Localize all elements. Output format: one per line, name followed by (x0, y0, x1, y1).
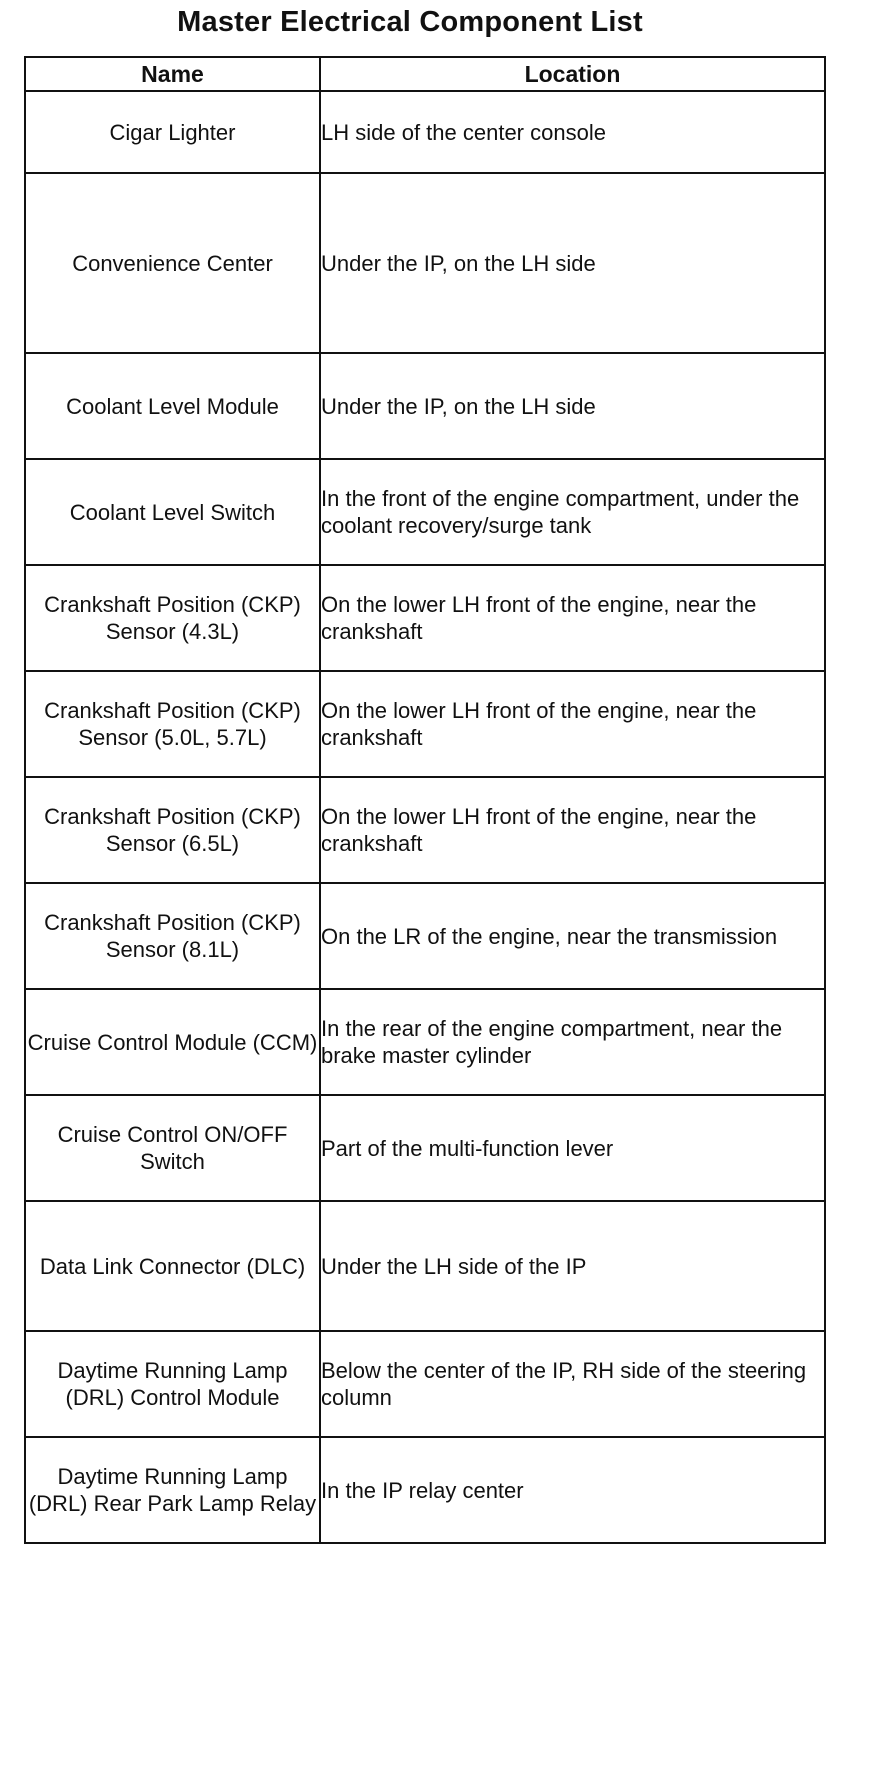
component-location: In the IP relay center (320, 1437, 825, 1543)
component-location: LH side of the center console (320, 91, 825, 173)
component-location: Under the IP, on the LH side (320, 173, 825, 353)
component-name: Cigar Lighter (25, 91, 320, 173)
component-name: Crankshaft Position (CKP) Sensor (4.3L) (25, 565, 320, 671)
component-location: Below the center of the IP, RH side of the steering column (320, 1331, 825, 1437)
table-row (25, 1331, 825, 1437)
table-row (25, 565, 825, 671)
header-row (25, 57, 825, 91)
component-name: Data Link Connector (DLC) (25, 1201, 320, 1331)
component-name: Convenience Center (25, 173, 320, 353)
component-location: On the lower LH front of the engine, near the crankshaft (320, 777, 825, 883)
component-name: Crankshaft Position (CKP) Sensor (5.0L, 5.7L) (25, 671, 320, 777)
table-row (25, 459, 825, 565)
component-table (24, 56, 826, 1544)
component-location: On the lower LH front of the engine, near the crankshaft (320, 671, 825, 777)
component-location: Part of the multi-function lever (320, 1095, 825, 1201)
component-name: Crankshaft Position (CKP) Sensor (8.1L) (25, 883, 320, 989)
table-row (25, 989, 825, 1095)
table-row (25, 1095, 825, 1201)
component-name: Daytime Running Lamp (DRL) Control Module (25, 1331, 320, 1437)
component-location: In the front of the engine compartment, under the coolant recovery/surge tank (320, 459, 825, 565)
component-location: On the LR of the engine, near the transmission (320, 883, 825, 989)
table-row (25, 1437, 825, 1543)
column-header-name: Name (25, 57, 320, 91)
page-title: Master Electrical Component List (177, 6, 643, 38)
table-row (25, 883, 825, 989)
component-location: Under the IP, on the LH side (320, 353, 825, 459)
component-location: Under the LH side of the IP (320, 1201, 825, 1331)
component-name: Crankshaft Position (CKP) Sensor (6.5L) (25, 777, 320, 883)
table-row (25, 671, 825, 777)
component-name: Coolant Level Module (25, 353, 320, 459)
table-row (25, 173, 825, 353)
component-location: In the rear of the engine compartment, near the brake master cylinder (320, 989, 825, 1095)
table-row (25, 91, 825, 173)
table-row (25, 353, 825, 459)
component-name: Cruise Control Module (CCM) (25, 989, 320, 1095)
table-row (25, 777, 825, 883)
component-name: Coolant Level Switch (25, 459, 320, 565)
column-header-location: Location (320, 57, 825, 91)
component-name: Cruise Control ON/OFF Switch (25, 1095, 320, 1201)
component-location: On the lower LH front of the engine, near the crankshaft (320, 565, 825, 671)
table-row (25, 1201, 825, 1331)
component-name: Daytime Running Lamp (DRL) Rear Park Lamp Relay (25, 1437, 320, 1543)
